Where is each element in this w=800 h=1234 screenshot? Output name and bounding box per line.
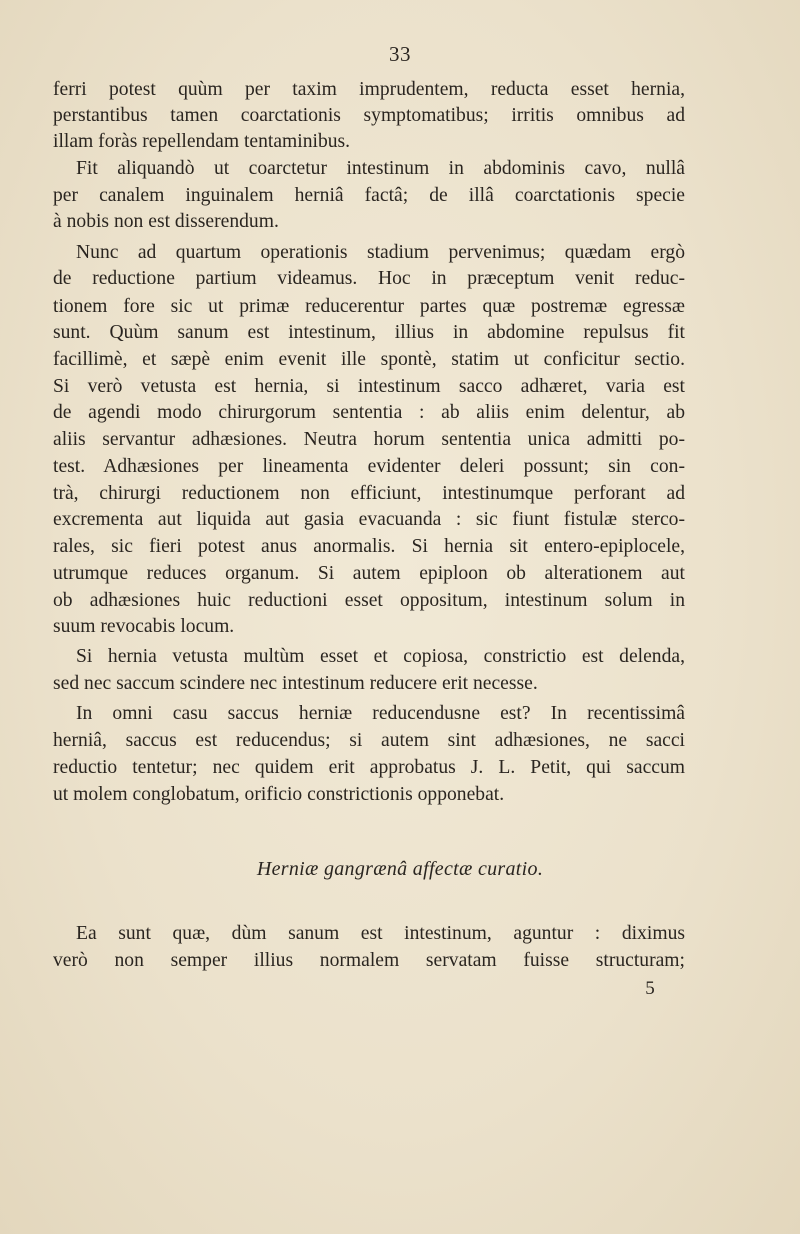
text-line: Nunc ad quartum operationis stadium pervenimus; quædam ergò: [76, 242, 685, 263]
text-line: de agendi modo chirurgorum sententia : ab aliis enim delentur, ab: [53, 402, 685, 423]
text-line: rales, sic fieri potest anus anormalis. Si hernia sit entero-epiplocele,: [53, 536, 685, 557]
text-line: facillimè, et sæpè enim evenit ille spontè, statim ut conficitur sectio.: [53, 349, 685, 370]
page-number: 33: [389, 42, 411, 66]
text-line: Si hernia vetusta multùm esset et copiosa, constrictio est delenda,: [76, 646, 685, 667]
text-line: perstantibus tamen coarctationis symptomatibus; irritis omnibus ad: [53, 105, 685, 126]
text-line: Si verò vetusta est hernia, si intestinum sacco adhæret, varia est: [53, 376, 685, 397]
text-line: reductio tentetur; nec quidem erit approbatus J. L. Petit, qui saccum: [53, 757, 685, 778]
text-line: per canalem inguinalem herniâ factâ; de illâ coarctationis specie: [53, 185, 685, 206]
text-line: sed nec saccum scindere nec intestinum reducere erit necesse.: [53, 673, 538, 694]
text-line: excrementa aut liquida aut gasia evacuanda : sic fiunt fistulæ sterco-: [53, 509, 685, 530]
text-line: utrumque reduces organum. Si autem epiploon ob alterationem aut: [53, 563, 685, 584]
text-line: ob adhæsiones huic reductioni esset oppositum, intestinum solum in: [53, 590, 685, 611]
text-line: aliis servantur adhæsiones. Neutra horum sententia unica admitti po-: [53, 429, 685, 450]
text-line: ferri potest quùm per taxim imprudentem, reducta esset hernia,: [53, 79, 685, 100]
text-line: sunt. Quùm sanum est intestinum, illius in abdomine repulsus fit: [53, 322, 685, 343]
text-line: ut molem conglobatum, orificio constrictionis opponebat.: [53, 784, 505, 805]
text-line: trà, chirurgi reductionem non efficiunt, intestinumque perforant ad: [53, 483, 685, 504]
text-line: illam foràs repellendam tentaminibus.: [53, 131, 351, 152]
text-line: In omni casu saccus herniæ reducendusne est? In recentissimâ: [76, 703, 685, 724]
signature-mark: 5: [645, 978, 655, 999]
text-line: test. Adhæsiones per lineamenta evidenter deleri possunt; sin con-: [53, 456, 685, 477]
text-line: suum revocabis locum.: [53, 616, 235, 637]
text-line: à nobis non est disserendum.: [53, 211, 279, 232]
text-line: herniâ, saccus est reducendus; si autem sint adhæsiones, ne sacci: [53, 730, 685, 751]
text-line: Fit aliquandò ut coarctetur intestinum in abdominis cavo, nullâ: [76, 158, 685, 179]
section-heading: Herniæ gangrænâ affectæ curatio.: [256, 858, 544, 880]
text-line: Ea sunt quæ, dùm sanum est intestinum, aguntur : diximus: [76, 923, 685, 944]
text-line: de reductione partium videamus. Hoc in præceptum venit reduc-: [53, 268, 685, 289]
text-line: tionem fore sic ut primæ reducerentur partes quæ postremæ egressæ: [53, 296, 685, 317]
text-line: verò non semper illius normalem servatam fuisse structuram;: [53, 950, 685, 971]
